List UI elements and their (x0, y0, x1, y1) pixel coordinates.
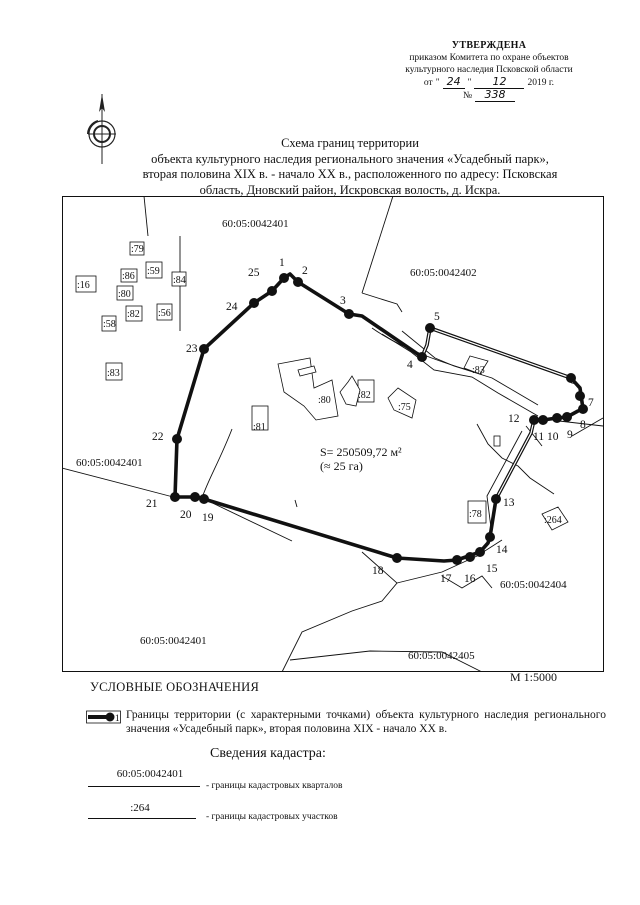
label-parcel-59: :59 (147, 266, 160, 277)
approval-month: 12 (474, 76, 524, 89)
point-3 (344, 309, 354, 319)
approval-title: УТВЕРЖДЕНА (451, 40, 527, 51)
title-line-2: объекта культурного наследия регионального значения «Усадебный парк», (151, 151, 549, 166)
label-point-8: 8 (580, 419, 586, 431)
label-point-18: 18 (372, 565, 384, 577)
point-11 (538, 415, 548, 425)
cadastre-quarter-desc: - границы кадастровых кварталов (206, 781, 343, 791)
label-point-1: 1 (279, 257, 285, 269)
label-parcel-79: :79 (131, 244, 144, 255)
point-22 (172, 434, 182, 444)
cadastre-parcel-desc: - границы кадастровых участков (206, 812, 338, 822)
label-parcel-84: :84 (173, 275, 186, 286)
label-parcel-82b: :82 (358, 390, 371, 401)
label-point-12: 12 (508, 413, 520, 425)
cadastre-heading: Сведения кадастра: (210, 746, 326, 761)
label-quarter-2404: 60:05:0042404 (500, 579, 567, 591)
label-parcel-83b: :83 (472, 365, 485, 376)
title-line-4: область, Дновский район, Искровская волость, д. Искра. (199, 182, 501, 197)
title-line-3: вторая половина XIX в. - начало XX в., расположенного по адресу: Псковская (142, 167, 558, 181)
approval-line-2: культурного наследия Псковской области (405, 65, 573, 75)
scheme-title (120, 136, 580, 198)
approval-date-line: от " 24 " 12 2019 г. (423, 75, 555, 88)
point-16 (465, 552, 475, 562)
point-1 (279, 273, 289, 283)
label-point-11: 11 (533, 431, 545, 443)
label-quarter-2402: 60:05:0042402 (410, 267, 477, 279)
label-parcel-78: :78 (469, 509, 482, 520)
point-24 (249, 298, 259, 308)
map-scale: М 1:5000 (510, 670, 558, 684)
label-parcel-80b: :80 (318, 395, 331, 406)
approval-number: 338 (475, 89, 515, 102)
label-point-13: 13 (503, 497, 515, 509)
label-point-19: 19 (202, 512, 214, 524)
approval-year: 2019 г. (527, 78, 555, 88)
label-parcel-81: :81 (253, 422, 266, 433)
point-2 (293, 277, 303, 287)
cadastre-quarter-line (88, 786, 200, 787)
approval-date-prefix: от (423, 78, 433, 88)
label-point-14: 14 (496, 544, 508, 556)
point-4 (417, 352, 427, 362)
label-point-3: 3 (340, 295, 346, 307)
label-point-15: 15 (486, 563, 498, 575)
point-21 (170, 492, 180, 502)
approval-block (384, 40, 594, 102)
approval-line-1: приказом Комитета по охране объектов (409, 53, 569, 63)
label-parcel-75: :75 (398, 402, 411, 413)
point-23 (199, 344, 209, 354)
approval-number-line (384, 89, 594, 102)
cadastre-parcel-label: :264 (130, 802, 150, 814)
label-point-22: 22 (152, 431, 164, 443)
label-point-2: 2 (302, 265, 308, 277)
label-parcel-83a: :83 (107, 368, 120, 379)
label-point-16: 16 (464, 573, 476, 585)
north-arrow-icon (82, 90, 122, 170)
cadastre-parcel-line (88, 818, 196, 819)
label-parcel-86: :86 (122, 271, 135, 282)
point-14 (485, 532, 495, 542)
approval-day: 24 (443, 76, 465, 89)
point-13 (491, 494, 501, 504)
point-20 (190, 492, 200, 502)
label-parcel-56: :56 (158, 308, 171, 319)
label-point-4: 4 (407, 359, 413, 371)
label-point-25: 25 (248, 267, 260, 279)
approval-number-prefix: № (462, 91, 473, 101)
label-parcel-80a: :80 (118, 289, 131, 300)
legend-boundary-text: Границы территории (с характерными точками) объекта культурного наследия регионального значения «Усадебный парк», вторая половина XIX - начало XX в. (126, 709, 606, 735)
label-point-6: 6 (570, 375, 576, 387)
label-point-24: 24 (226, 301, 238, 313)
label-parcel-58: :58 (103, 319, 116, 330)
label-quarter-2401-left: 60:05:0042401 (76, 457, 143, 469)
label-quarter-2401-top: 60:05:0042401 (222, 218, 289, 230)
legend-boundary-row (86, 708, 606, 736)
title-line-1: Схема границ территории (281, 136, 419, 150)
point-18 (392, 553, 402, 563)
area-value: S= 250509,72 м² (320, 445, 402, 459)
legend-boundary-symbol (86, 710, 122, 724)
label-point-10: 10 (547, 431, 559, 443)
legend-symbol-number: 1 (115, 713, 120, 723)
label-point-21: 21 (146, 498, 158, 510)
point-7 (575, 391, 585, 401)
label-parcel-82a: :82 (127, 309, 140, 320)
label-quarter-2401-bottom: 60:05:0042401 (140, 635, 207, 647)
label-point-9: 9 (567, 429, 573, 441)
point-9 (562, 412, 572, 422)
point-12 (529, 415, 539, 425)
label-point-17: 17 (440, 573, 452, 585)
point-8 (578, 404, 588, 414)
point-10 (552, 413, 562, 423)
legend-heading: УСЛОВНЫЕ ОБОЗНАЧЕНИЯ (90, 680, 260, 694)
area-approx: (≈ 25 га) (320, 459, 363, 473)
point-25 (267, 286, 277, 296)
label-quarter-2405: 60:05:0042405 (408, 650, 475, 662)
point-15 (475, 547, 485, 557)
label-parcel-16: :16 (77, 280, 90, 291)
label-point-23: 23 (186, 343, 198, 355)
map-frame (63, 197, 604, 672)
point-19 (199, 494, 209, 504)
boundary-map (62, 196, 604, 672)
cadastre-quarter-label: 60:05:0042401 (116, 768, 184, 780)
point-5 (425, 323, 435, 333)
label-point-20: 20 (180, 509, 192, 521)
label-parcel-264: :264 (544, 515, 562, 526)
point-17 (452, 555, 462, 565)
label-point-7: 7 (588, 397, 594, 409)
label-point-5: 5 (434, 311, 440, 323)
